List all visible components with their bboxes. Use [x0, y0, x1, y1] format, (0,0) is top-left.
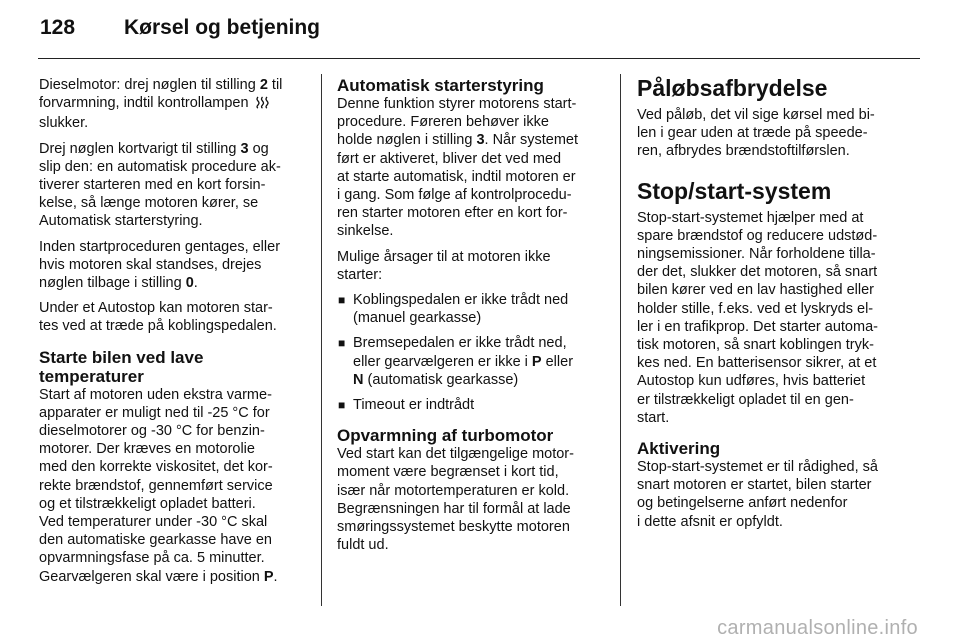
- page-number: 128: [40, 16, 76, 39]
- text-run: .: [273, 568, 278, 585]
- heading-activation: Aktivering: [637, 439, 721, 459]
- list-item: [337, 334, 609, 389]
- list-item-text: eller: [545, 353, 574, 370]
- heading-cold-start: Starte bilen ved lave temperaturer: [39, 347, 204, 386]
- key-position-2: 2: [259, 77, 268, 93]
- paragraph-auto-starter: [337, 95, 609, 241]
- key-position-0: 0: [185, 275, 194, 292]
- paragraph-diesel: [39, 76, 311, 133]
- column-1: [39, 76, 311, 593]
- key-position-3: 3: [240, 140, 249, 157]
- list-item-text: Bremsepedalen er ikke trådt ned, eller gearvælgeren er ikke i: [353, 335, 567, 370]
- header-rule: [38, 58, 920, 59]
- gear-position-p: P: [531, 353, 542, 370]
- paragraph-turn-key: [39, 140, 311, 231]
- heading-stop-start: Stop/start-system: [637, 177, 832, 204]
- bullet-square-icon: ■: [338, 336, 346, 351]
- list-item-text: Timeout er indtrådt: [353, 397, 475, 414]
- watermark: carmanualsonline.info: [717, 617, 918, 639]
- text-run: slukker.: [39, 115, 89, 132]
- text-run: Start af motoren uden ekstra varme- apparater er muligt ned til -25 °C for dieselmotorer og -30 °C for benzin- motorer. Der kræves en motorolie med den korrekte viskositet, det kor- rekte brændstof, gennemført service og et tilstrækkeligt opladet batteri. Ved temperaturer under -30 °C skal den automatiske gearkasse have en opvarmningsfase på ca. 5 minutter. Gearvælgeren skal være i position: [39, 386, 273, 585]
- paragraph-stop-start: Stop-start-systemet hjælper med at spare brændstof og reducere udstød- ningsemissioner. Når forholdene tilla- der det, slukker det motoren, så snart bilen kører ved en lav hastighed eller holder stille, f.eks. ved et lyskryds el- ler i en trafikprop. Det starter automa- tisk motoren, så snart koblingen tryk- kes ned. En batterisensor sikrer, at et Autostop kun udføres, hvis batteriet er tilstrækkeligt opladet til en gen- start.: [637, 209, 878, 426]
- paragraph-turbo-warmup: Ved start kan det tilgængelige motor- moment være begrænset i kort tid, især når motortemperaturen er kold. Begrænsningen har til formål at lade smøringssystemet beskytte motoren fuldt ud.: [337, 446, 574, 554]
- paragraph-fuel-cutoff: Ved påløb, det vil sige kørsel med bi- len i gear uden at træde på speede- ren, afbrydes brændstoftilførslen.: [637, 107, 875, 160]
- text-run: Drej nøglen kortvarigt til stilling: [39, 140, 241, 157]
- paragraph-cold-start: [39, 386, 311, 586]
- heading-turbo-warmup: Opvarmning af turbomotor: [337, 426, 554, 446]
- text-run: Inden startproceduren gentages, eller hvis motoren skal standses, drejes nøglen tilbage i stilling: [39, 238, 281, 292]
- causes-list: [337, 291, 609, 414]
- column-divider-1: [321, 74, 322, 606]
- paragraph-autostop: Under et Autostop kan motoren star- tes ved at træde på koblingspedalen.: [39, 300, 277, 335]
- text-run: .: [193, 275, 198, 292]
- column-2: [337, 76, 609, 561]
- paragraph-causes: Mulige årsager til at motoren ikke starter:: [337, 248, 551, 283]
- bullet-square-icon: ■: [338, 398, 346, 413]
- list-item: [337, 396, 609, 414]
- page-header: [40, 16, 320, 50]
- paragraph-activation: Stop-start-systemet er til rådighed, så snart motoren er startet, bilen starter og betingelserne anført nedenfor i dette afsnit er opfyldt.: [637, 459, 878, 530]
- text-run: og slip den: en automatisk procedure ak- tiverer starteren med en kort forsin- kelse, så længe motoren kører, se Automatisk starterstyring.: [39, 140, 281, 230]
- gear-position-p: P: [263, 568, 274, 585]
- text-run: Denne funktion styrer motorens start- procedure. Føreren behøver ikke holde nøglen i stilling: [337, 96, 577, 149]
- heading-fuel-cutoff: Påløbsafbrydelse: [637, 75, 828, 101]
- list-item-text: Koblingspedalen er ikke trådt ned (manuel gearkasse): [353, 292, 569, 327]
- gear-position-n: N: [353, 371, 364, 388]
- column-divider-2: [620, 74, 621, 606]
- glow-plug-icon: [255, 96, 270, 114]
- list-item: [337, 291, 609, 327]
- list-item-text: (automatisk gearkasse): [363, 371, 519, 388]
- text-run: Dieselmotor: drej nøglen til stilling: [39, 77, 260, 93]
- text-run: . Når systemet ført er aktiveret, bliver det ved med at starte automatisk, indtil motoren er i gang. Som følge af kontrolprocedu- ren starter motoren efter en kort for- sinkelse.: [337, 132, 578, 240]
- text-run: til forvarmning, indtil kontrollampen: [39, 77, 283, 112]
- chapter-title: Kørsel og betjening: [124, 16, 321, 39]
- paragraph-repeat-start: [39, 238, 311, 293]
- bullet-square-icon: ■: [338, 293, 346, 308]
- column-3: [637, 76, 909, 538]
- key-position-3: 3: [476, 132, 485, 149]
- heading-auto-starter: Automatisk starterstyring: [337, 76, 544, 95]
